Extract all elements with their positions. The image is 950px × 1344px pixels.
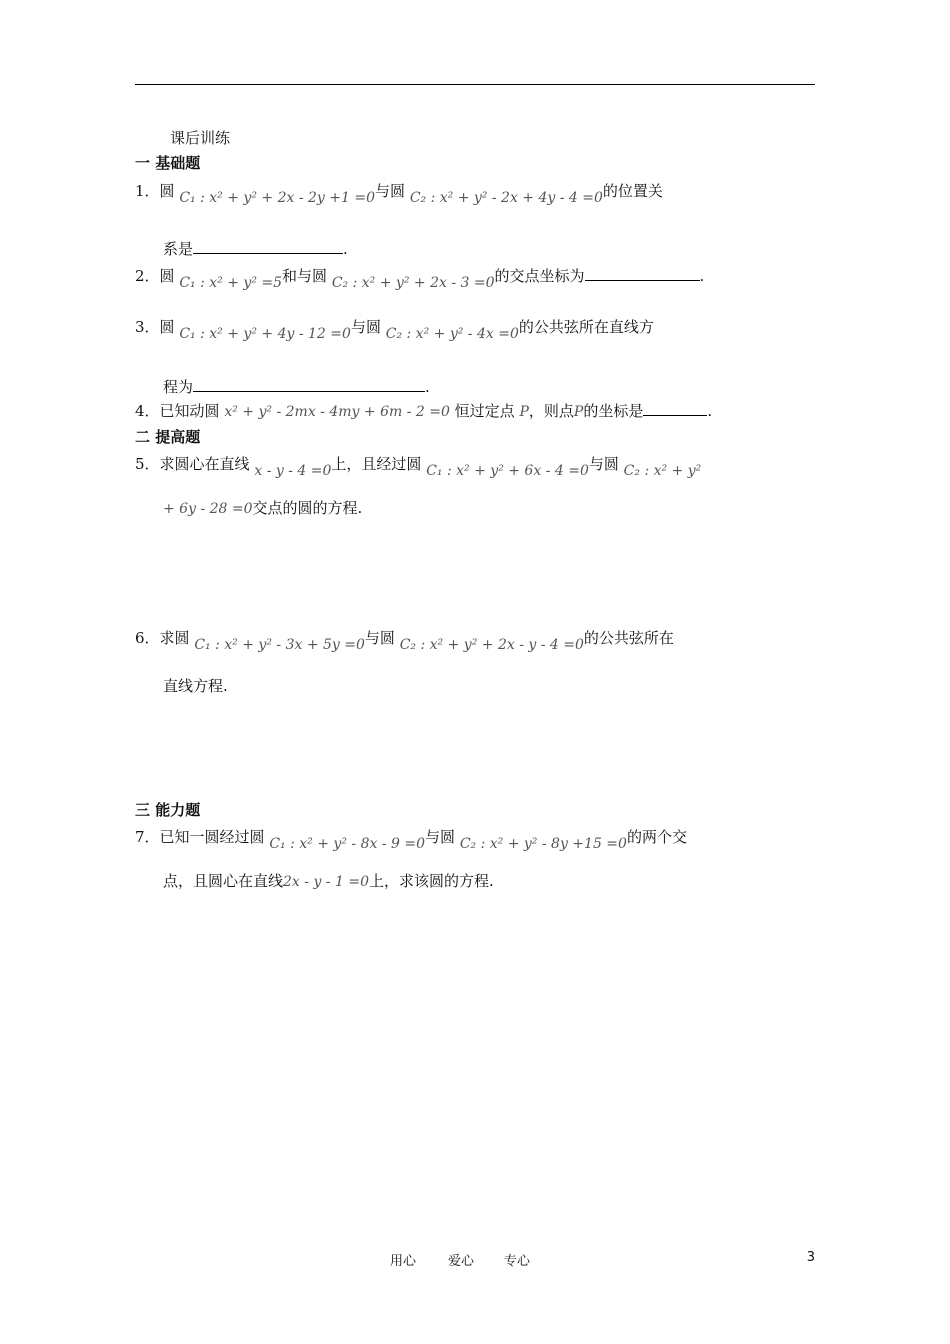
text: 的坐标是 — [583, 402, 644, 420]
question-1-line-1 — [135, 181, 663, 206]
header-rule — [135, 84, 815, 85]
text: 程为 — [163, 378, 194, 396]
text: 直线方程. — [163, 677, 228, 695]
header-title-text: 课后训练 — [170, 129, 231, 147]
question-number: 4． — [135, 402, 160, 420]
answer-blank[interactable] — [643, 401, 707, 416]
section-2-heading: 二 提高题 — [135, 428, 201, 446]
text: 的位置关 — [602, 182, 663, 200]
question-2 — [135, 266, 705, 291]
period: . — [425, 378, 430, 396]
text: 的交点坐标为 — [494, 267, 585, 285]
question-4 — [135, 401, 712, 422]
question-5-line-1 — [135, 454, 702, 479]
formula-c2-part2: + 6y - 28 =0 — [163, 501, 253, 517]
formula-c1: C₁ : x² + y² =5 — [179, 275, 283, 291]
text: 圆 — [159, 267, 175, 285]
period: . — [343, 240, 348, 258]
text: 已知动圆 — [159, 402, 220, 420]
text: 与圆 — [425, 828, 456, 846]
text: 与圆 — [364, 629, 395, 647]
point-p: P — [519, 404, 529, 420]
text: 求圆心在直线 — [159, 455, 250, 473]
text: 上，且经过圆 — [331, 455, 422, 473]
question-7-line-1 — [135, 827, 687, 852]
period: . — [699, 267, 705, 285]
point-p: P — [573, 404, 584, 420]
question-number: 2． — [135, 267, 160, 285]
formula-c2: C₂ : x² + y² + 2x - 3 =0 — [331, 275, 495, 291]
footer-motto-1: 用心 — [390, 1254, 417, 1269]
text: 与圆 — [350, 318, 381, 336]
question-6-line-2 — [163, 676, 228, 696]
formula-line: 2x - y - 1 =0 — [283, 874, 369, 890]
formula-c1: C₁ : x² + y² + 2x - 2y +1 =0 — [179, 190, 376, 206]
footer-motto-3: 专心 — [504, 1254, 531, 1269]
question-3-line-1 — [135, 317, 654, 342]
question-number: 6． — [135, 629, 160, 647]
text: 与圆 — [588, 455, 619, 473]
text: 求圆 — [159, 629, 190, 647]
footer-motto-2: 爱心 — [448, 1254, 475, 1269]
formula-line: x - y - 4 =0 — [254, 463, 332, 479]
formula-c1: C₁ : x² + y² + 6x - 4 =0 — [426, 463, 589, 479]
formula-c1: C₁ : x² + y² + 4y - 12 =0 — [179, 326, 351, 342]
section-3-heading: 三 能力题 — [135, 801, 201, 819]
text: 系是 — [163, 240, 194, 258]
question-6-line-1 — [135, 628, 674, 653]
question-7-line-2 — [163, 871, 494, 892]
question-number: 3． — [135, 318, 160, 336]
question-number: 5． — [135, 455, 160, 473]
text: 的两个交 — [626, 828, 687, 846]
period: . — [707, 402, 713, 420]
text: 的公共弦所在直线方 — [518, 318, 654, 336]
text: 已知一圆经过圆 — [159, 828, 265, 846]
text: 交点的圆的方程. — [252, 499, 363, 517]
question-1-line-2 — [163, 239, 348, 259]
question-3-line-2 — [163, 377, 430, 397]
answer-blank[interactable] — [585, 266, 700, 281]
formula-c1: C₁ : x² + y² - 3x + 5y =0 — [194, 637, 365, 653]
formula-c1: C₁ : x² + y² - 8x - 9 =0 — [269, 836, 426, 852]
formula-c2: C₂ : x² + y² - 8y +15 =0 — [459, 836, 627, 852]
text: 上，求该圆的方程. — [368, 872, 494, 890]
question-5-line-2 — [163, 498, 362, 519]
formula-c2: C₂ : x² + y² - 2x + 4y - 4 =0 — [409, 190, 603, 206]
formula-c2-part1: C₂ : x² + y² — [623, 463, 702, 479]
section-1-heading: 一 基础题 — [135, 154, 201, 172]
page-number: 3 — [806, 1250, 815, 1265]
header-title — [170, 128, 230, 148]
formula-c2: C₂ : x² + y² + 2x - y - 4 =0 — [399, 637, 584, 653]
formula-moving-circle: x² + y² - 2mx - 4my + 6m - 2 =0 — [224, 404, 450, 420]
answer-blank[interactable] — [193, 377, 425, 392]
text: 点，且圆心在直线 — [163, 872, 284, 890]
text: 恒过定点 — [454, 402, 515, 420]
text: 和与圆 — [282, 267, 328, 285]
text: 的公共弦所在 — [583, 629, 674, 647]
formula-c2: C₂ : x² + y² - 4x =0 — [385, 326, 519, 342]
text: 圆 — [159, 182, 175, 200]
text: 与圆 — [375, 182, 406, 200]
answer-blank[interactable] — [193, 239, 343, 254]
text: 圆 — [159, 318, 175, 336]
question-number: 7． — [135, 828, 160, 846]
text: ，则点 — [528, 402, 574, 420]
question-number: 1． — [135, 182, 160, 200]
